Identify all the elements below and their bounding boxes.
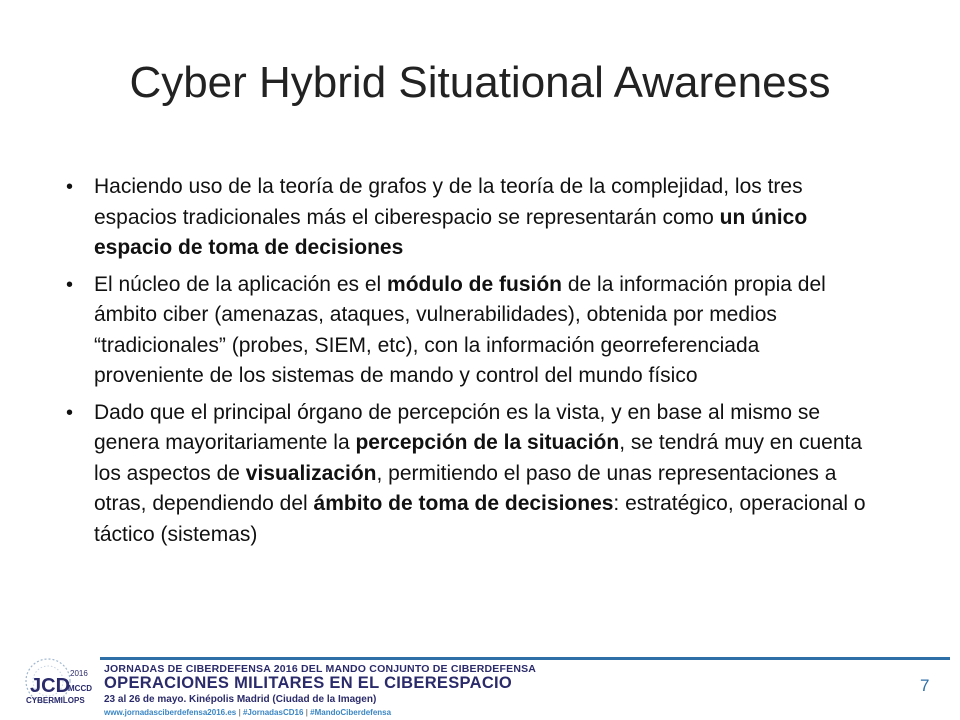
logo-sub: MCCD: [68, 684, 92, 693]
bullet-emphasis: un único espacio de toma de decisiones: [94, 205, 808, 259]
bullet-segment: , permitiendo el paso de unas representaciones a otras, dependiendo del: [94, 461, 837, 515]
banner-separator: |: [305, 708, 308, 717]
bullet-emphasis: visualización: [245, 461, 377, 485]
banner-link-hashtag-mando[interactable]: #MandoCiberdefensa: [310, 708, 392, 717]
bullet-segment: , se tendrá muy en cuenta los aspectos de: [94, 431, 863, 485]
bullet-item: [66, 270, 866, 392]
bullet-marker: •: [66, 176, 74, 198]
bullet-emphasis: percepción de la situación: [355, 431, 620, 454]
banner-event-date: 23 al 26 de mayo. Kinépolis Madrid (Ciudad de la Imagen): [104, 694, 377, 705]
bullet-item: [66, 172, 866, 264]
footer-divider: [100, 657, 950, 660]
banner-event-title: JORNADAS DE CIBERDEFENSA 2016 DEL MANDO CONJUNTO DE CIBERDEFENSA: [104, 663, 537, 675]
bullet-segment: Haciendo uso de la teoría de grafos y de la teoría de la complejidad, los tres espacios tradicionales más el ciberespacio se representarán como: [94, 175, 803, 229]
footer-banner: [104, 663, 864, 717]
bullet-segment: El núcleo de la aplicación es el: [94, 272, 388, 296]
bullet-text: [94, 401, 866, 546]
banner-link-website[interactable]: www.jornadasciberdefensa2016.es: [104, 708, 237, 717]
banner-separator: |: [238, 708, 241, 717]
jcd-logo: [8, 655, 100, 717]
page-number: 7: [920, 676, 930, 695]
bullet-list: [66, 172, 866, 556]
logo-year: 2016: [70, 669, 88, 678]
bullet-emphasis: módulo de fusión: [387, 272, 562, 296]
bullet-text: [94, 175, 807, 259]
bullet-text: [94, 273, 826, 388]
slide-title: Cyber Hybrid Situational Awareness: [129, 58, 831, 107]
bullet-segment: de la información propia del ámbito ciber (amenazas, ataques, vulnerabilidades), obtenida por medios “tradicionales” (probes, SIEM, etc), con la información georreferenciada proveniente de los sistemas de mando y control del mundo físico: [94, 272, 826, 387]
banner-event-subtitle: OPERACIONES MILITARES EN EL CIBERESPACIO: [104, 674, 513, 692]
bullet-marker: •: [66, 273, 74, 296]
bullet-emphasis: ámbito de toma de decisiones: [313, 492, 614, 515]
banner-links: [104, 708, 391, 717]
logo-initials: JCD: [30, 675, 71, 697]
bullet-segment: Dado que el principal órgano de percepción es la vista, y en base al mismo se genera mayoritariamente la: [94, 400, 821, 454]
bullet-item: [66, 398, 866, 551]
bullet-segment: : estratégico, operacional o táctico (sistemas): [94, 492, 866, 546]
banner-link-hashtag-jornadas[interactable]: #JornadasCD16: [242, 708, 304, 717]
logo-name: CYBERMILOPS: [26, 696, 85, 705]
bullet-marker: •: [66, 401, 74, 424]
